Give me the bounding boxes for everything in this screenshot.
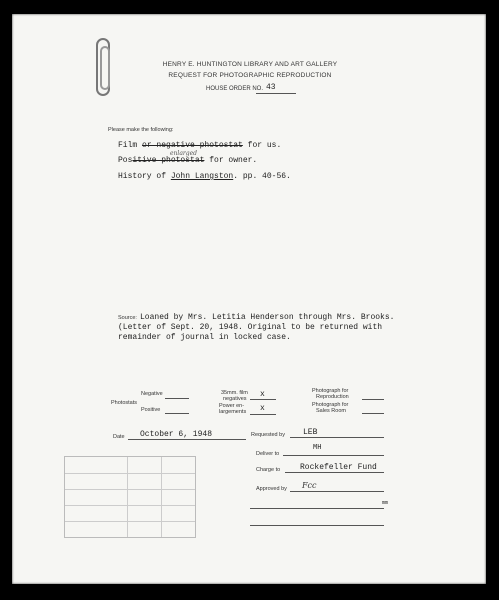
power-mark: x <box>260 404 265 413</box>
institution-name: HENRY E. HUNTINGTON LIBRARY AND ART GALLERY <box>162 61 338 68</box>
photo-repro-label-2: Reproduction <box>316 394 349 400</box>
house-order-line <box>256 93 296 94</box>
photo-sales-line <box>362 413 384 414</box>
charge-label: Charge to <box>256 467 281 473</box>
requested-value: LEB <box>303 428 318 437</box>
bottom-mark: mm <box>382 500 389 506</box>
charge-line <box>285 472 384 473</box>
photostats-label: Photostats <box>111 400 137 406</box>
positive-label: Positive <box>141 407 161 413</box>
deliver-line <box>283 455 384 456</box>
source-line-2: (Letter of Sept. 20, 1948. Original to be returned with <box>118 323 383 332</box>
positive-line <box>165 413 189 414</box>
photo-sales-label-2: Sales Room <box>316 408 346 414</box>
deliver-label: Deliver to <box>256 451 280 457</box>
date-value: October 6, 1948 <box>140 430 213 439</box>
film-mark: x <box>260 390 265 399</box>
film-label-1: 35mm. film <box>221 390 248 396</box>
power-label-1: Power en- <box>219 403 245 409</box>
approved-signature: Fcc <box>302 481 317 490</box>
office-use-grid <box>64 456 196 538</box>
request-intro: Please make the following: <box>108 127 174 133</box>
handwritten-insert: enlarged <box>170 150 198 157</box>
photo-sales-label-1: Photograph for <box>312 402 349 408</box>
requested-line <box>290 437 384 438</box>
request-line-positive: Positive photostat for owner. <box>118 156 258 165</box>
source-line-3: remainder of journal in locked case. <box>118 333 291 342</box>
charge-value: Rockefeller Fund <box>300 463 377 472</box>
request-line-film: Film or negative photostat for us. <box>118 141 282 150</box>
paperclip-icon <box>96 38 110 96</box>
source-line-1: Loaned by Mrs. Letitia Henderson through Mrs. Brooks. <box>140 313 395 322</box>
blank-line-2 <box>250 525 384 526</box>
negative-label: Negative <box>141 391 163 397</box>
film-line <box>250 399 276 400</box>
date-line <box>128 439 246 440</box>
house-order-value: 43 <box>266 83 276 92</box>
power-label-2: largements <box>219 409 247 415</box>
power-line <box>250 414 276 415</box>
photo-repro-line <box>362 399 384 400</box>
request-title: REQUEST FOR PHOTOGRAPHIC REPRODUCTION <box>168 72 332 79</box>
blank-line-1 <box>250 508 384 509</box>
deliver-value: MH <box>313 444 322 452</box>
approved-line <box>290 491 384 492</box>
film-label-2: negatives <box>223 396 247 402</box>
photo-repro-label-1: Photograph for <box>312 388 349 394</box>
approved-label: Approved by <box>256 486 287 492</box>
requested-label: Requested by <box>251 432 285 438</box>
request-line-history: History of John Langston. pp. 40-56. <box>118 172 291 181</box>
house-order-label: HOUSE ORDER NO. <box>206 86 264 92</box>
negative-line <box>165 398 189 399</box>
date-label: Date <box>113 434 125 440</box>
source-label: Source: <box>118 315 137 321</box>
